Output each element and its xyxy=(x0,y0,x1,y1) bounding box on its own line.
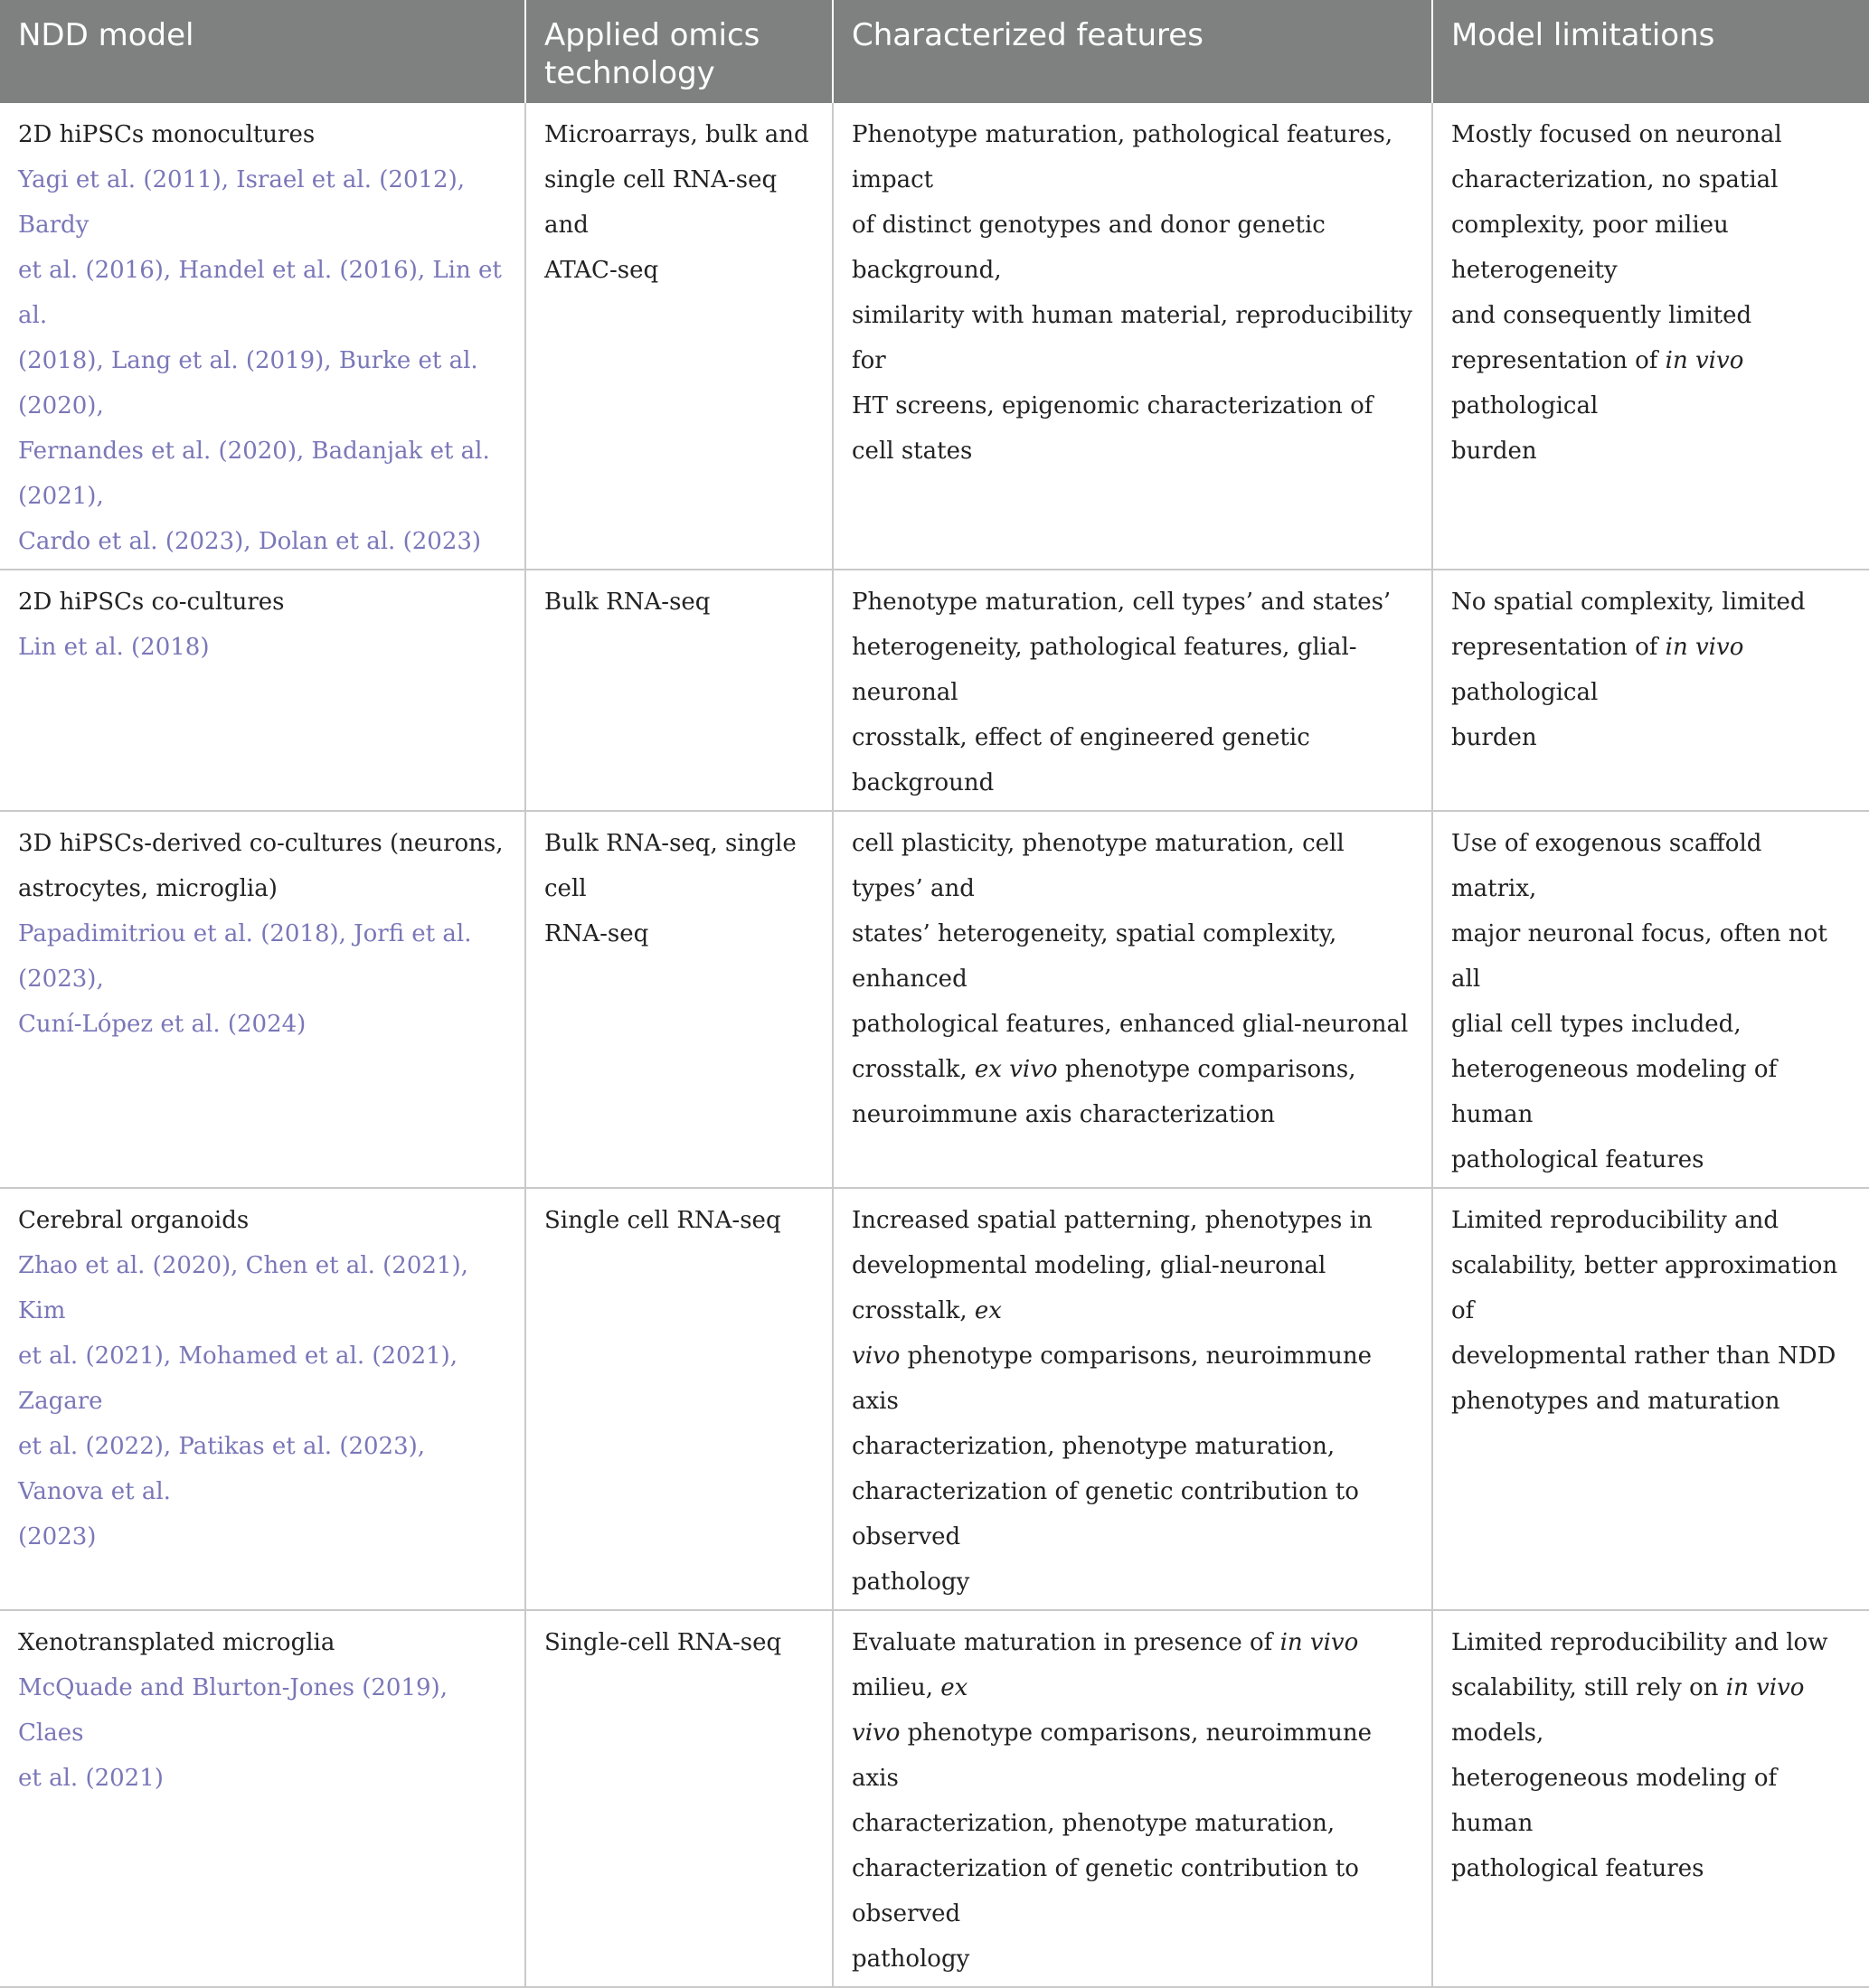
cell-omics-technology: Single cell RNA-seq xyxy=(525,1188,833,1610)
cell-ndd-model xyxy=(0,570,525,811)
cell-model-limitations: No spatial complexity, limited representation of in vivo pathological burden xyxy=(1432,570,1869,811)
table-row xyxy=(0,811,1869,1188)
cell-characterized-features: Evaluate maturation in presence of in vivo milieu, ex vivo phenotype comparisons, neuroimmune axis characterization, phenotype maturation, characterization of genetic contribution to observed pathology xyxy=(833,1610,1432,1987)
header-model-limitations: Model limitations xyxy=(1432,0,1869,103)
model-name: Xenotransplated microglia xyxy=(18,1629,335,1656)
header-ndd-model: NDD model xyxy=(0,0,525,103)
citation-links[interactable]: Lin et al. (2018) xyxy=(18,634,210,661)
cell-model-limitations: Limited reproducibility and low scalability, still rely on in vivo models, heterogeneous modeling of human pathological features xyxy=(1432,1610,1869,1987)
citation-links[interactable]: Zhao et al. (2020), Chen et al. (2021), Kim et al. (2021), Mohamed et al. (2021), Zagare et al. (2022), Patikas et al. (2023), Vanova et al. (2023) xyxy=(18,1252,468,1550)
model-name: 3D hiPSCs-derived co-cultures (neurons, astrocytes, microglia) xyxy=(18,830,504,902)
model-name: 2D hiPSCs monocultures xyxy=(18,121,316,148)
header-characterized-features: Characterized features xyxy=(833,0,1432,103)
table-row xyxy=(0,103,1869,570)
citation-links[interactable]: McQuade and Blurton-Jones (2019), Claes et al. (2021) xyxy=(18,1674,448,1792)
table-row xyxy=(0,570,1869,811)
table-row xyxy=(0,1188,1869,1610)
model-name: Cerebral organoids xyxy=(18,1207,250,1234)
citation-links[interactable]: Papadimitriou et al. (2018), Jorfi et al. (2023), Cuní-López et al. (2024) xyxy=(18,920,472,1038)
header-row xyxy=(0,0,1869,103)
cell-ndd-model xyxy=(0,1610,525,1987)
cell-omics-technology: Bulk RNA-seq xyxy=(525,570,833,811)
cell-characterized-features: Increased spatial patterning, phenotypes in developmental modeling, glial-neuronal crosstalk, ex vivo phenotype comparisons, neuroimmune axis characterization, phenotype maturation, characterization of genetic contribution to observed pathology xyxy=(833,1188,1432,1610)
cell-model-limitations: Limited reproducibility and scalability, better approximation of developmental rather than NDD phenotypes and maturation xyxy=(1432,1188,1869,1610)
citation-links[interactable]: Yagi et al. (2011), Israel et al. (2012), Bardy et al. (2016), Handel et al. (2016), Lin et al. (2018), Lang et al. (2019), Burke et al. (2020), Fernandes et al. (2020), Badanjak et al. (2021), Cardo et al. (2023), Dolan et al. (2023) xyxy=(18,166,502,555)
cell-ndd-model xyxy=(0,811,525,1188)
cell-omics-technology: Single-cell RNA-seq xyxy=(525,1610,833,1987)
table-header xyxy=(0,0,1869,103)
table-row xyxy=(0,1610,1869,1987)
model-name: 2D hiPSCs co-cultures xyxy=(18,589,285,616)
cell-model-limitations: Mostly focused on neuronal characterization, no spatial complexity, poor milieu heterogeneity and consequently limited representation of in vivo pathological burden xyxy=(1432,103,1869,570)
cell-ndd-model xyxy=(0,103,525,570)
cell-characterized-features: Phenotype maturation, cell types’ and states’ heterogeneity, pathological features, glial-neuronal crosstalk, effect of engineered genetic background xyxy=(833,570,1432,811)
cell-omics-technology: Bulk RNA-seq, single cell RNA-seq xyxy=(525,811,833,1188)
cell-model-limitations: Use of exogenous scaffold matrix, major neuronal focus, often not all glial cell types included, heterogeneous modeling of human pathological features xyxy=(1432,811,1869,1188)
header-omics-technology: Applied omics technology xyxy=(525,0,833,103)
cell-omics-technology: Microarrays, bulk and single cell RNA-seq and ATAC-seq xyxy=(525,103,833,570)
cell-characterized-features: Phenotype maturation, pathological features, impact of distinct genotypes and donor genetic background, similarity with human material, reproducibility for HT screens, epigenomic characterization of cell states xyxy=(833,103,1432,570)
table-body xyxy=(0,103,1869,1987)
cell-characterized-features: cell plasticity, phenotype maturation, cell types’ and states’ heterogeneity, spatial complexity, enhanced pathological features, enhanced glial-neuronal crosstalk, ex vivo phenotype comparisons, neuroimmune axis characterization xyxy=(833,811,1432,1188)
cell-ndd-model xyxy=(0,1188,525,1610)
